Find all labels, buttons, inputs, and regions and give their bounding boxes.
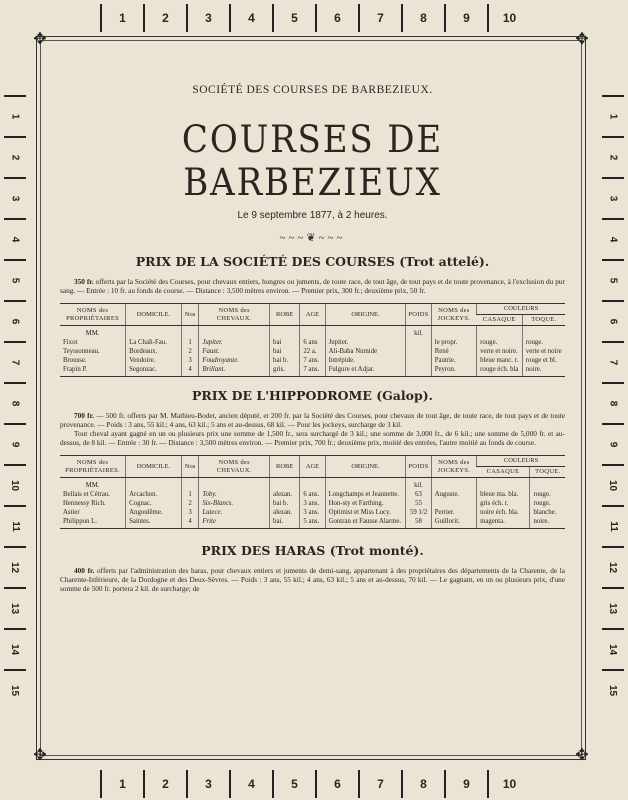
column-header: Nos bbox=[181, 456, 199, 478]
ruler-mark bbox=[229, 4, 272, 32]
ruler-mark bbox=[4, 136, 26, 177]
horse-age: 6 ans bbox=[300, 338, 325, 347]
ruler-mark bbox=[602, 300, 624, 341]
race-description bbox=[60, 566, 565, 593]
runners-table bbox=[60, 455, 565, 529]
corner-ornament-icon: ✥ bbox=[33, 747, 47, 764]
ruler-mark bbox=[315, 4, 358, 32]
race-title bbox=[60, 388, 565, 403]
ruler-number: 10 bbox=[502, 777, 517, 791]
horse-weight bbox=[406, 365, 431, 377]
horse-origin: Intrépide. bbox=[325, 356, 406, 365]
race-amount: 700 fr. bbox=[74, 411, 94, 420]
horse-age: 7 ans. bbox=[300, 356, 325, 365]
ruler-mark bbox=[100, 770, 143, 798]
cap-color: rouge et bl. bbox=[522, 356, 565, 365]
empty-cell bbox=[300, 478, 325, 491]
empty-cell bbox=[270, 478, 300, 491]
horse-origin: Ali-Baba Numide bbox=[325, 347, 406, 356]
ruler-number: 6 bbox=[334, 777, 341, 791]
column-header: DOMICILE. bbox=[126, 304, 182, 326]
ruler-number: 2 bbox=[9, 154, 21, 161]
ruler-number: 3 bbox=[9, 195, 21, 202]
ruler-number: 12 bbox=[607, 561, 619, 574]
race-name: PRIX DE L'HIPPODROME bbox=[192, 388, 372, 403]
jockey-name: Auguste. bbox=[431, 490, 476, 499]
jacket-color: magenta. bbox=[477, 517, 530, 529]
table-row bbox=[60, 508, 565, 517]
race-description bbox=[60, 411, 565, 429]
ruler-number: 1 bbox=[607, 113, 619, 120]
ruler-mark bbox=[4, 669, 26, 710]
ruler-number: 15 bbox=[607, 684, 619, 697]
column-header: POIDS bbox=[406, 304, 431, 326]
empty-cell bbox=[126, 326, 182, 339]
horse-weight bbox=[406, 338, 431, 347]
weight-unit: kil. bbox=[406, 478, 431, 491]
empty-cell bbox=[199, 478, 270, 491]
ruler-number: 9 bbox=[607, 441, 619, 448]
ruler-bottom bbox=[100, 770, 530, 798]
horse-coat: alezan. bbox=[270, 490, 300, 499]
owner-home: Arcachon. bbox=[126, 490, 182, 499]
ruler-mark bbox=[358, 4, 401, 32]
corner-ornament-icon: ✥ bbox=[575, 747, 589, 764]
corner-ornament-icon: ✥ bbox=[575, 31, 589, 48]
horse-number: 2 bbox=[181, 347, 199, 356]
empty-cell bbox=[300, 326, 325, 339]
empty-cell bbox=[126, 478, 182, 491]
ruler-mark bbox=[401, 770, 444, 798]
ruler-mark bbox=[4, 505, 26, 546]
horse-coat: bai. bbox=[270, 517, 300, 529]
column-header: ROBE bbox=[270, 456, 300, 478]
ruler-mark bbox=[4, 218, 26, 259]
jockey-name: René bbox=[431, 347, 476, 356]
column-header: NOMS des PROPRIÉTAIRES. bbox=[60, 456, 126, 478]
ruler-mark bbox=[186, 770, 229, 798]
horse-age: 3 ans. bbox=[300, 499, 325, 508]
column-header: AGE bbox=[300, 304, 325, 326]
ruler-number: 6 bbox=[607, 318, 619, 325]
ruler-top bbox=[100, 4, 530, 32]
owner-home: Segonzac. bbox=[126, 365, 182, 377]
column-header: CASAQUE bbox=[477, 467, 530, 478]
ruler-mark bbox=[444, 4, 487, 32]
column-header: ORIGINE. bbox=[325, 304, 406, 326]
empty-cell bbox=[325, 326, 406, 339]
ruler-number: 9 bbox=[463, 777, 470, 791]
horse-origin: Longchamps et Jeannette. bbox=[325, 490, 406, 499]
jockey-name: Peyron. bbox=[431, 365, 476, 377]
column-header: NOMS des CHEVAUX. bbox=[199, 304, 270, 326]
ruler-mark bbox=[4, 341, 26, 382]
ruler-number: 4 bbox=[9, 236, 21, 243]
owner-name: Hennessy Rich. bbox=[63, 500, 106, 507]
horse-name: Brillant. bbox=[199, 365, 270, 377]
horse-weight bbox=[406, 356, 431, 365]
horse-number: 4 bbox=[181, 517, 199, 529]
ruler-mark bbox=[4, 177, 26, 218]
race-type: (Galop). bbox=[376, 388, 433, 403]
horse-name: Frite bbox=[199, 517, 270, 529]
ruler-number: 10 bbox=[502, 11, 517, 25]
ruler-number: 6 bbox=[334, 11, 341, 25]
ruler-number: 4 bbox=[248, 11, 255, 25]
ruler-mark bbox=[4, 423, 26, 464]
ruler-mark bbox=[143, 770, 186, 798]
ruler-number: 2 bbox=[607, 154, 619, 161]
ruler-mark bbox=[100, 4, 143, 32]
ruler-number: 9 bbox=[463, 11, 470, 25]
horse-number: 2 bbox=[181, 499, 199, 508]
empty-cell bbox=[181, 478, 199, 491]
ruler-mark bbox=[602, 341, 624, 382]
ruler-number: 4 bbox=[607, 236, 619, 243]
ruler-mark bbox=[315, 770, 358, 798]
jockey-name: Guillorit. bbox=[431, 517, 476, 529]
society-name: SOCIÉTÉ DES COURSES DE BARBEZIEUX. bbox=[192, 84, 433, 96]
jockey-name: Pautrie. bbox=[431, 356, 476, 365]
horse-origin: Optimist et Miss Lucy. bbox=[325, 508, 406, 517]
ruler-number: 1 bbox=[119, 777, 126, 791]
table-row bbox=[60, 517, 565, 529]
jacket-color: noire éch. bla. bbox=[477, 508, 530, 517]
column-header: ROBE bbox=[270, 304, 300, 326]
race-name: PRIX DE LA SOCIÉTÉ DES COURSES bbox=[135, 254, 395, 269]
empty-cell bbox=[270, 326, 300, 339]
ruler-mark bbox=[602, 628, 624, 669]
table-prefix-row bbox=[60, 478, 565, 491]
ruler-number: 8 bbox=[420, 11, 427, 25]
cap-color: noire. bbox=[522, 365, 565, 377]
ruler-number: 11 bbox=[9, 521, 21, 532]
jockey-name: le propr. bbox=[431, 338, 476, 347]
ruler-mark bbox=[229, 770, 272, 798]
ruler-mark bbox=[358, 770, 401, 798]
race-title bbox=[60, 254, 565, 269]
race-conditions: offerts par l'administration des haras, pour chevaux entiers et juments de demi-sang, appartenant à des propriétaires des départements de la Charente, de la Charente-Inférieure, de la Dordogne et des Deux-Sèvres. — Poids : 3 ans, 55 kil.; 4 ans, 63 kil.; 5 ans et au-dessus, 70 kil. — Le gagnant, en un ou plusieurs prix, d'une somme de 500 fr. portera 2 kil. de surcharge; de bbox=[60, 566, 566, 593]
ruler-number: 14 bbox=[607, 643, 619, 656]
column-header-colors: COULEURS bbox=[477, 304, 565, 315]
horse-origin: Jupiter. bbox=[325, 338, 406, 347]
ruler-mark bbox=[602, 259, 624, 300]
jacket-color: bleue manc. r. bbox=[477, 356, 523, 365]
ruler-mark bbox=[4, 546, 26, 587]
page-title: COURSES DE BARBEZIEUX bbox=[181, 118, 444, 204]
horse-age: 22 a. bbox=[300, 347, 325, 356]
race-amount: 350 fr. bbox=[74, 277, 94, 286]
ruler-mark bbox=[272, 4, 315, 32]
weight-unit: kil. bbox=[406, 326, 431, 339]
owner-home: Angoulême. bbox=[126, 508, 182, 517]
corner-ornament-icon: ✥ bbox=[33, 31, 47, 48]
race-description bbox=[60, 277, 565, 295]
column-header: TOQUE. bbox=[530, 467, 565, 478]
horse-coat: alezan. bbox=[270, 508, 300, 517]
ruler-number: 13 bbox=[9, 602, 21, 615]
ruler-number: 2 bbox=[162, 777, 169, 791]
ruler-number: 6 bbox=[9, 318, 21, 325]
ruler-number: 4 bbox=[248, 777, 255, 791]
empty-cell bbox=[431, 326, 476, 339]
owner-home: Bordeaux. bbox=[126, 347, 182, 356]
ruler-mark bbox=[602, 177, 624, 218]
table-row bbox=[60, 365, 565, 377]
race-title bbox=[60, 543, 565, 558]
column-header: NOMS des JOCKEYS. bbox=[431, 304, 476, 326]
horse-coat: gris. bbox=[270, 365, 300, 377]
owner-name: Teyssonneau. bbox=[63, 348, 100, 355]
runners-table bbox=[60, 303, 565, 377]
horse-weight: 58 bbox=[406, 517, 431, 529]
column-header: TOQUE. bbox=[522, 315, 565, 326]
ruler-number: 8 bbox=[420, 777, 427, 791]
ruler-mark bbox=[444, 770, 487, 798]
horse-age: 5 ans. bbox=[300, 517, 325, 529]
owner-home: Cognac. bbox=[126, 499, 182, 508]
ruler-number: 9 bbox=[9, 441, 21, 448]
ruler-mark bbox=[4, 628, 26, 669]
ruler-mark bbox=[4, 587, 26, 628]
owner-name: Philippon L. bbox=[60, 517, 126, 529]
horse-name: Six-Blancs. bbox=[199, 499, 270, 508]
ruler-number: 3 bbox=[205, 11, 212, 25]
cap-color: blanche. bbox=[530, 508, 565, 517]
ruler-mark bbox=[186, 4, 229, 32]
ruler-number: 5 bbox=[607, 277, 619, 284]
table-row bbox=[60, 499, 565, 508]
horse-coat: bai bbox=[270, 338, 300, 347]
ruler-mark bbox=[4, 382, 26, 423]
ruler-number: 10 bbox=[9, 479, 21, 492]
owner-prefix: MM. bbox=[85, 482, 100, 489]
table-row bbox=[60, 338, 565, 347]
horse-number: 4 bbox=[181, 365, 199, 377]
empty-cell bbox=[477, 326, 523, 339]
column-header: CASAQUE bbox=[477, 315, 523, 326]
jockey-name: Perrier. bbox=[431, 508, 476, 517]
ruler-number: 5 bbox=[9, 277, 21, 284]
ruler-number: 1 bbox=[119, 11, 126, 25]
horse-number: 3 bbox=[181, 508, 199, 517]
empty-cell bbox=[522, 326, 565, 339]
cap-color: noire. bbox=[530, 517, 565, 529]
ruler-mark bbox=[602, 505, 624, 546]
jacket-color: rouge éch. bla bbox=[477, 365, 523, 377]
ruler-number: 14 bbox=[9, 643, 21, 656]
jockey-name bbox=[431, 499, 476, 508]
table-row bbox=[60, 356, 565, 365]
ruler-number: 10 bbox=[607, 479, 619, 492]
race-type: (Trot monté). bbox=[329, 543, 424, 558]
ruler-number: 3 bbox=[205, 777, 212, 791]
race-conditions: — 500 fr. offerts par M. Mathieu-Bodet, ancien député, et 200 fr. par la Société des Courses, pour chevaux de tout âge, de toute race, de tout pays et de toute provenance. — Poids : 3 ans, 55 kil.; 4 ans, 63 kil.; 5 ans et au-dessus, 68 kil. — Pour les jockeys, surcharge de 3 kil. bbox=[60, 411, 566, 429]
ruler-mark bbox=[602, 464, 624, 505]
table-row bbox=[60, 490, 565, 499]
owner-name: Brousse. bbox=[63, 357, 87, 364]
horse-weight: 59 1/2 bbox=[406, 508, 431, 517]
ruler-number: 7 bbox=[377, 777, 384, 791]
ruler-mark bbox=[487, 770, 530, 798]
owner-home: Vendoire. bbox=[126, 356, 182, 365]
ruler-left bbox=[4, 95, 26, 710]
column-header: NOMS des JOCKEYS. bbox=[431, 456, 476, 478]
horse-name: Faust. bbox=[199, 347, 270, 356]
owner-prefix: MM. bbox=[85, 330, 100, 337]
horse-age: 3 ans. bbox=[300, 508, 325, 517]
empty-cell bbox=[325, 478, 406, 491]
ruler-number: 11 bbox=[607, 521, 619, 532]
ruler-mark bbox=[487, 4, 530, 32]
race-conditions: offerts par la Société des Courses, pour chevaux entiers, hongres ou juments, de toute race, de tout âge, de tout pays et de toute provenance, à l'exclusion du pur sang. — Entrée : 10 fr. au fonds de course. — Distance : 3,500 mètres environ. — Premier prix, 300 fr.; deuxième prix, 50 fr. bbox=[60, 277, 566, 295]
horse-number: 1 bbox=[181, 490, 199, 499]
ruler-mark bbox=[602, 587, 624, 628]
empty-cell bbox=[199, 326, 270, 339]
horse-name: Toby. bbox=[199, 490, 270, 499]
jacket-color: gris éch. r. bbox=[477, 499, 530, 508]
ruler-mark bbox=[602, 546, 624, 587]
column-header: NOMS des CHEVAUX. bbox=[199, 456, 270, 478]
ruler-mark bbox=[4, 259, 26, 300]
cap-color: rouge. bbox=[530, 499, 565, 508]
race-extra-conditions: Tout cheval ayant gagné en un ou plusieurs prix une somme de 1,500 fr., sera surchargé de 3 kil.; une somme de 3,000 fr., de 6 kil.; une somme de 5,000 fr. et au-dessus, de 8 kil. — Entrée : 30 fr. — Distance : 3,500 mètres environ. — Premier prix, 700 fr.; deuxième prix, moitié des entrées, l'autre moitié au fonds de course. bbox=[60, 429, 565, 447]
ruler-number: 8 bbox=[9, 400, 21, 407]
event-date: Le 9 septembre 1877, à 2 heures. bbox=[237, 210, 388, 221]
column-header: POIDS bbox=[406, 456, 431, 478]
ruler-mark bbox=[4, 300, 26, 341]
ruler-number: 7 bbox=[607, 359, 619, 366]
horse-coat: bai bbox=[270, 347, 300, 356]
ruler-number: 8 bbox=[607, 400, 619, 407]
cap-color: verte et noire bbox=[522, 347, 565, 356]
ruler-mark bbox=[602, 382, 624, 423]
owner-name: Astier bbox=[63, 509, 80, 516]
jacket-color: rouge. bbox=[477, 338, 523, 347]
horse-weight: 55 bbox=[406, 499, 431, 508]
horse-number: 1 bbox=[181, 338, 199, 347]
empty-cell bbox=[181, 326, 199, 339]
ruler-number: 1 bbox=[9, 113, 21, 120]
table-row bbox=[60, 347, 565, 356]
cap-color: rouge. bbox=[530, 490, 565, 499]
horse-origin: Hon-sty et Farthing. bbox=[325, 499, 406, 508]
race-amount: 400 fr. bbox=[74, 566, 95, 575]
ruler-mark bbox=[143, 4, 186, 32]
horse-origin: Fulgure et Adjar. bbox=[325, 365, 406, 377]
horse-name: Jupiter. bbox=[199, 338, 270, 347]
program-content bbox=[60, 70, 565, 593]
table-prefix-row bbox=[60, 326, 565, 339]
owner-name: Frapin P. bbox=[60, 365, 126, 377]
cap-color: rouge. bbox=[522, 338, 565, 347]
ruler-mark bbox=[602, 95, 624, 136]
ruler-mark bbox=[4, 95, 26, 136]
horse-name: Foudroyante. bbox=[199, 356, 270, 365]
ruler-mark bbox=[602, 423, 624, 464]
horse-age: 6 ans. bbox=[300, 490, 325, 499]
ruler-mark bbox=[602, 218, 624, 259]
ruler-mark bbox=[401, 4, 444, 32]
owner-name: Fixot bbox=[63, 339, 78, 346]
race-type: (Trot attelé). bbox=[399, 254, 490, 269]
horse-coat: bai b. bbox=[270, 356, 300, 365]
ruler-mark bbox=[602, 136, 624, 177]
column-header: ORIGINE. bbox=[325, 456, 406, 478]
owner-home: La Chaît-Fau. bbox=[126, 338, 182, 347]
column-header-colors: COULEURS bbox=[477, 456, 565, 467]
horse-coat: bai b. bbox=[270, 499, 300, 508]
ruler-mark bbox=[272, 770, 315, 798]
ruler-number: 12 bbox=[9, 561, 21, 574]
ruler-number: 2 bbox=[162, 11, 169, 25]
horse-name: Lutece. bbox=[199, 508, 270, 517]
empty-cell bbox=[477, 478, 530, 491]
ruler-number: 3 bbox=[607, 195, 619, 202]
horse-weight: 63 bbox=[406, 490, 431, 499]
ruler-mark bbox=[602, 669, 624, 710]
column-header: Nos bbox=[181, 304, 199, 326]
ruler-right bbox=[602, 95, 624, 710]
horse-weight bbox=[406, 347, 431, 356]
ruler-number: 15 bbox=[9, 684, 21, 697]
column-header: DOMICILE. bbox=[126, 456, 182, 478]
race-name: PRIX DES HARAS bbox=[201, 543, 326, 558]
column-header: NOMS des PROPRIÉTAIRES bbox=[60, 304, 126, 326]
horse-number: 3 bbox=[181, 356, 199, 365]
owner-home: Saintes. bbox=[126, 517, 182, 529]
jacket-color: bleue ma. bla. bbox=[477, 490, 530, 499]
horse-origin: Gontran et Fausse Alarme. bbox=[325, 517, 406, 529]
owner-name: Bellais et Cétrau. bbox=[63, 491, 110, 498]
ruler-mark bbox=[4, 464, 26, 505]
empty-cell bbox=[431, 478, 476, 491]
ruler-number: 5 bbox=[291, 777, 298, 791]
ruler-number: 7 bbox=[9, 359, 21, 366]
column-header: AGE bbox=[300, 456, 325, 478]
jacket-color: verte et noire. bbox=[477, 347, 523, 356]
divider-ornament-icon: ~~~❦~~~ bbox=[279, 232, 346, 244]
empty-cell bbox=[530, 478, 565, 491]
ruler-number: 5 bbox=[291, 11, 298, 25]
ruler-number: 13 bbox=[607, 602, 619, 615]
horse-age: 7 ans. bbox=[300, 365, 325, 377]
ruler-number: 7 bbox=[377, 11, 384, 25]
